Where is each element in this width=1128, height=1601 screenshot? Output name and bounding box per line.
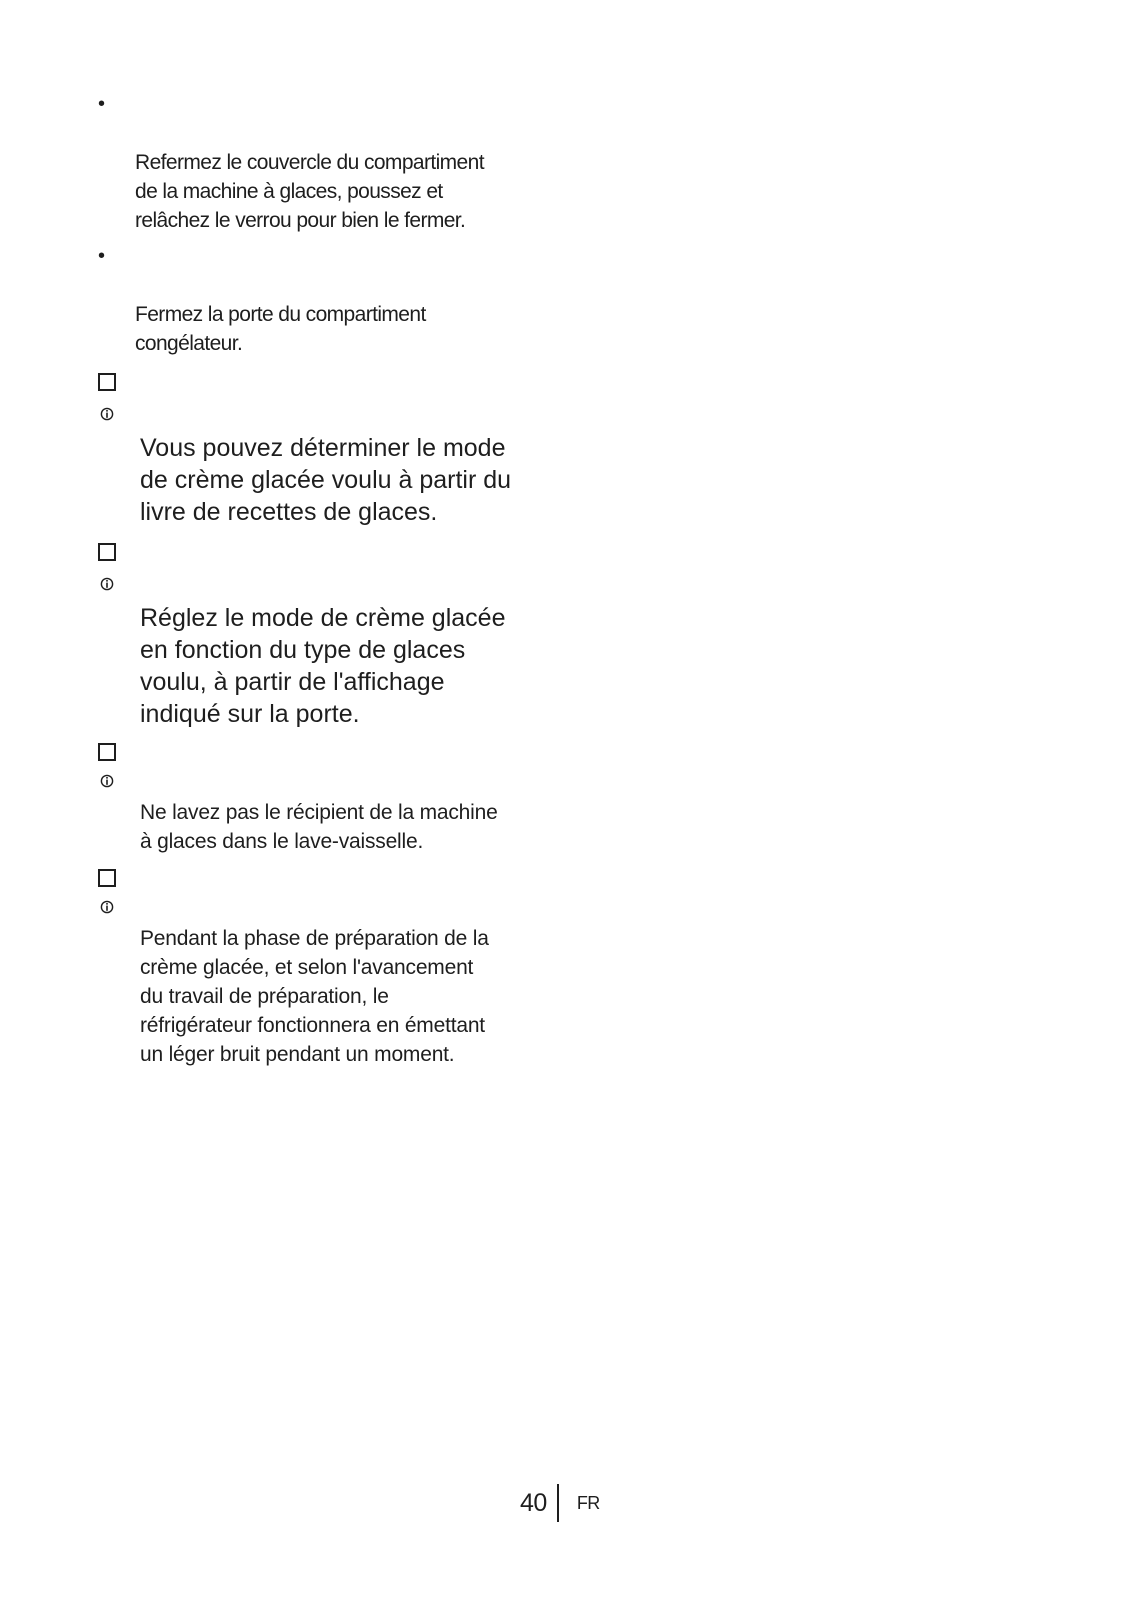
document-body bbox=[98, 90, 558, 1079]
bullet-text: Fermez la porte du compartiment congélateur. bbox=[135, 303, 426, 355]
footer-divider bbox=[557, 1484, 559, 1522]
info-note bbox=[98, 740, 558, 856]
bullet-list bbox=[98, 90, 558, 358]
page-footer bbox=[520, 1482, 600, 1524]
info-note-text: Ne lavez pas le récipient de la machine à glaces dans le lave-vaisselle. bbox=[140, 801, 498, 853]
info-icon bbox=[98, 869, 116, 887]
info-note-text: Pendant la phase de préparation de la crème glacée, et selon l'avancement du travail de préparation, le réfrigérateur fonctionnera en émettant un léger bruit pendant un moment. bbox=[140, 927, 489, 1066]
bullet-text: Refermez le couvercle du compartiment de la machine à glaces, poussez et relâchez le verrou pour bien le fermer. bbox=[135, 151, 484, 232]
info-icon bbox=[98, 743, 116, 761]
info-note bbox=[98, 538, 558, 730]
info-note-text: Vous pouvez déterminer le mode de crème glacée voulu à partir du livre de recettes de glaces. bbox=[140, 434, 512, 526]
info-note bbox=[98, 866, 558, 1069]
bullet-dot-icon: • bbox=[98, 245, 105, 267]
info-note bbox=[98, 368, 558, 528]
bullet-dot-icon: • bbox=[98, 93, 105, 115]
info-icon bbox=[98, 543, 116, 561]
info-note-text: Réglez le mode de crème glacée en fonction du type de glaces voulu, à partir de l'affichage indiqué sur la porte. bbox=[140, 604, 506, 728]
page-number: 40 bbox=[520, 1488, 547, 1517]
bullet-item bbox=[98, 242, 558, 358]
info-icon bbox=[98, 373, 116, 391]
language-code: FR bbox=[576, 1492, 600, 1513]
bullet-item bbox=[98, 90, 558, 235]
